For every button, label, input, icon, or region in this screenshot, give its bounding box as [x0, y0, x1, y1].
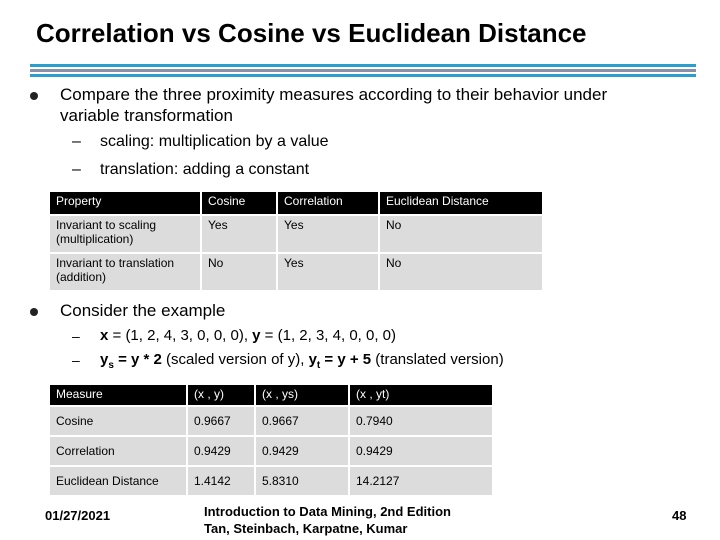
header-cell: Measure — [50, 385, 187, 406]
dash-marker: – — [72, 133, 81, 150]
title-underline — [30, 64, 696, 77]
sub-scaling: scaling: multiplication by a value — [100, 133, 329, 150]
table-header-row — [50, 385, 493, 406]
table-cell: Invariant to scaling (multiplication) — [50, 215, 201, 253]
table-cell: No — [379, 215, 543, 253]
table-cell: Invariant to translation (addition) — [50, 253, 201, 290]
table-cell: Euclidean Distance — [50, 466, 187, 495]
table-cell: 0.9667 — [255, 406, 349, 436]
footer-authors: Tan, Steinbach, Karpatne, Kumar — [204, 521, 408, 536]
footer-citation — [204, 503, 451, 537]
table-cell: 0.9429 — [187, 436, 255, 466]
header-cell: Euclidean Distance — [379, 192, 543, 215]
measure-table — [50, 385, 494, 495]
bullet-compare: Compare the three proximity measures according to their behavior under variable transformation — [60, 85, 608, 125]
header-cell: Cosine — [201, 192, 277, 215]
table-cell: 0.7940 — [349, 406, 493, 436]
table-cell: Cosine — [50, 406, 187, 436]
sub-transformations: $y_s = y * 2$ (scaled version of y), $y_t = y + 5$ (translated version) — [100, 351, 504, 371]
table-cell: No — [201, 253, 277, 290]
sub-translation: translation: adding a constant — [100, 161, 310, 178]
table-row — [50, 466, 493, 495]
table-cell: 0.9667 — [187, 406, 255, 436]
property-table — [50, 192, 544, 290]
bullet-dot — [30, 86, 40, 96]
header-cell: (x , y) — [187, 385, 255, 406]
table-header-row — [50, 192, 543, 215]
table-cell: Correlation — [50, 436, 187, 466]
header-cell: Property — [50, 192, 201, 215]
header-cell: (x , ys) — [255, 385, 349, 406]
table-cell: Yes — [277, 215, 379, 253]
header-cell: (x , yt) — [349, 385, 493, 406]
slide-title: Correlation vs Cosine vs Euclidean Distance — [36, 18, 587, 48]
table-cell: 0.9429 — [349, 436, 493, 466]
table-cell: 1.4142 — [187, 466, 255, 495]
table-cell: Yes — [277, 253, 379, 290]
table-row — [50, 436, 493, 466]
table-cell: 0.9429 — [255, 436, 349, 466]
page-number: 48 — [672, 508, 687, 523]
footer-book-title: Introduction to Data Mining, 2nd Edition — [204, 504, 451, 519]
footer-date: 01/27/2021 — [45, 508, 111, 523]
bullet-dot — [30, 302, 40, 312]
dash-marker: – — [72, 161, 81, 178]
table-cell: Yes — [201, 215, 277, 253]
header-cell: Correlation — [277, 192, 379, 215]
table-row — [50, 406, 493, 436]
bullet-example: Consider the example — [60, 301, 226, 320]
table-cell: 5.8310 — [255, 466, 349, 495]
dash-marker: – — [72, 328, 80, 344]
table-row — [50, 215, 543, 253]
dash-marker: – — [72, 352, 80, 368]
sub-vectors: x = (1, 2, 4, 3, 0, 0, 0), y = (1, 2, 3, 4, 0, 0, 0) — [100, 327, 397, 344]
table-row — [50, 253, 543, 290]
table-cell: 14.2127 — [349, 466, 493, 495]
table-cell: No — [379, 253, 543, 290]
